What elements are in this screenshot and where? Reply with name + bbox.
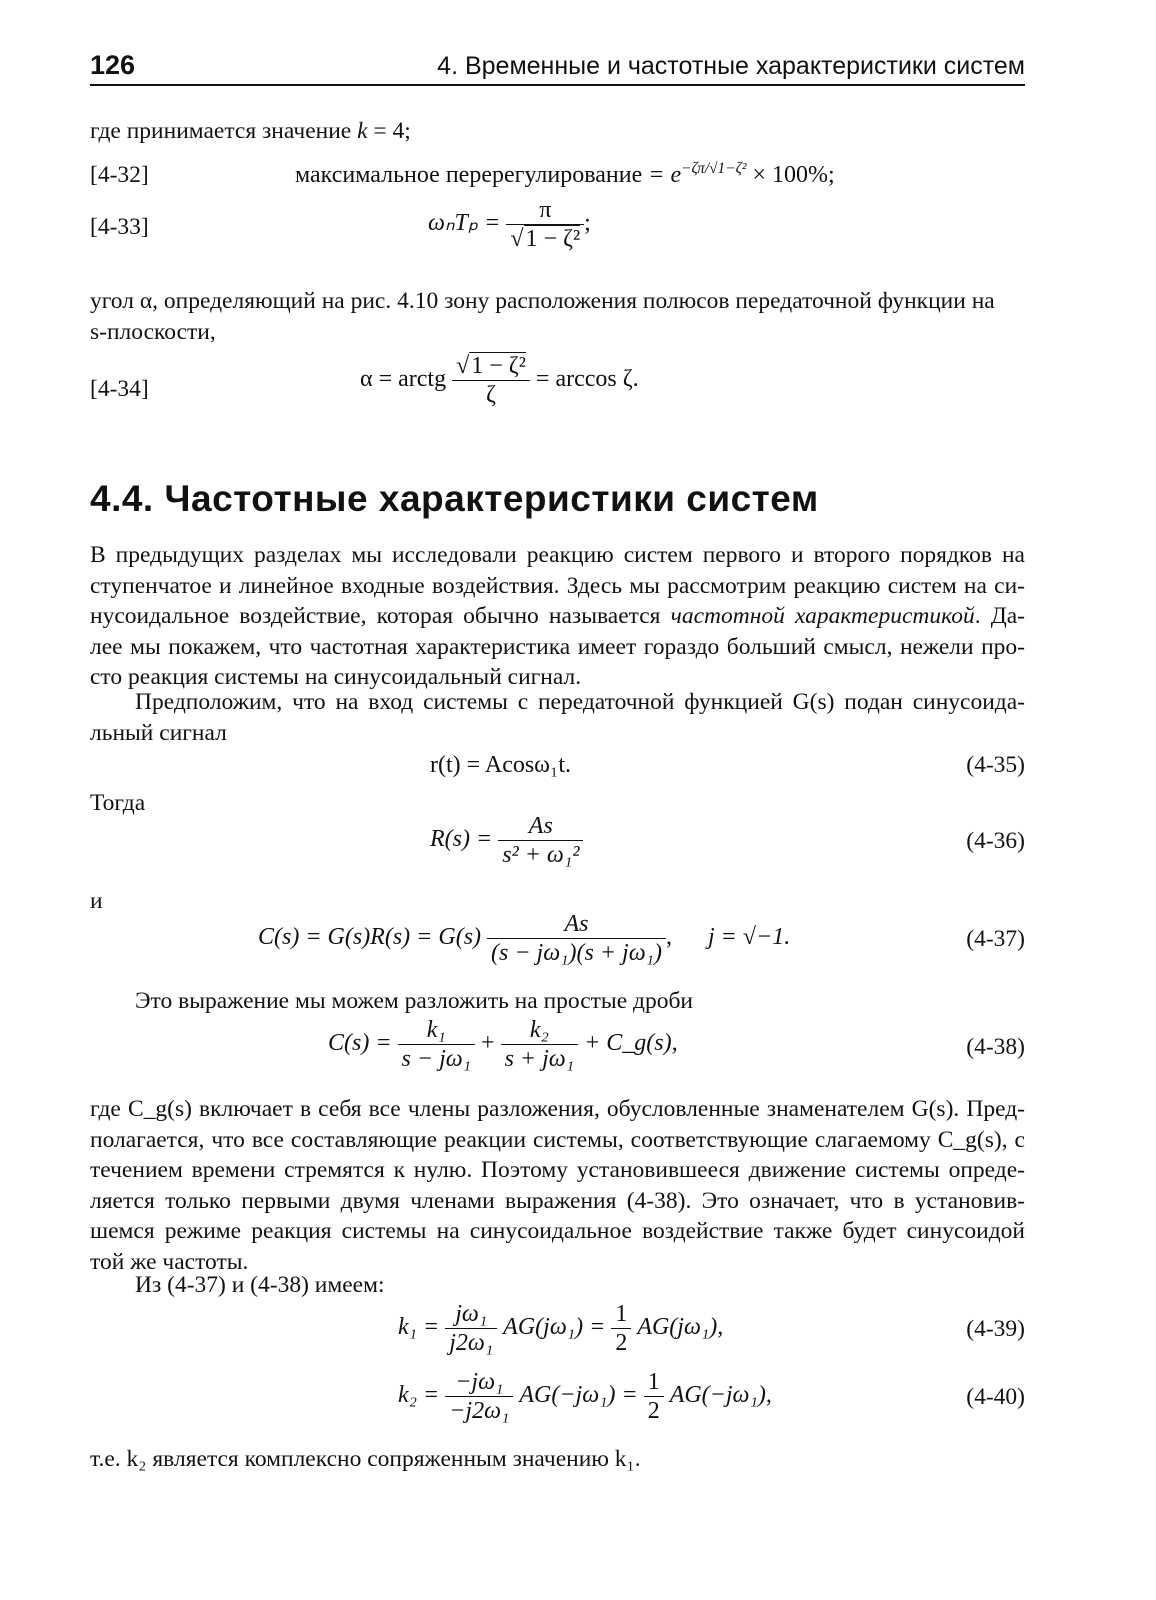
eq-4-36-number: (4-36)	[966, 828, 1025, 854]
eq-4-39-number: (4-39)	[966, 1316, 1025, 1342]
eq-4-40: k₂ = $\frac{\text{−jω₁}}{\text{−j2ω₁}}$ AG(−jω₁) = $\frac{1}{2}$ AG(−jω₁),	[398, 1369, 772, 1424]
eq-4-35: r(t) = Acosω₁t.	[430, 752, 572, 778]
paragraph-3: где C_g(s) включает в себя все члены разложения, обусловленные знаменателем G(s). Пред- полагается, что все составляющие реакции системы, соответствующие слагаемому C_g(s), с течением времени стремятся к нулю. Поэтому установившееся движение системы опреде- ляется только первыми двумя членами выражения (4-38). Это означает, что в установив- шемся режиме реакция системы на синусоидальное воздействие также будет синусоидой той же частоты.	[90, 1096, 1025, 1275]
angle-text-1: угол α, определяющий на рис. 4.10 зону расположения полюсов передаточной функции на	[90, 288, 995, 314]
paragraph-2: Предположим, что на вход системы с передаточной функцией G(s) подан синусоида- льный сигнал	[90, 689, 1025, 746]
eq-4-35-number: (4-35)	[966, 752, 1025, 778]
partial-fraction-text: Это выражение мы можем разложить на простые дроби	[135, 988, 694, 1014]
eq-4-32: максимальное перерегулирование = $e^{-\zeta\pi/√1-\zeta^2} \times 100\%$;	[295, 160, 835, 188]
page-number: 126	[90, 50, 136, 80]
eq-4-38: C(s) = $\frac{\text{k₁}}{\text{s − jω₁}}$ + $\frac{\text{k₂}}{\text{s + jω₁}}$ + C_g(s),	[328, 1017, 678, 1072]
togda-word: Тогда	[90, 790, 146, 816]
eq-4-38-number: (4-38)	[966, 1034, 1025, 1060]
from-equations-text: Из (4-37) и (4-38) имеем:	[135, 1272, 385, 1298]
eq-4-37: C(s) = G(s)R(s) = G(s) $\frac{As}{\text{(s − jω₁)(s + jω₁)}}$ , j = √−1.	[258, 911, 791, 966]
eq-4-36: R(s) = $\frac{As}{\text{s² + ω₁²}}$	[430, 812, 583, 869]
eq-4-33: ωₙTₚ = $\frac{\pi}{\text{√1 − ζ²}}$ ;	[428, 197, 591, 252]
and-word: и	[90, 888, 103, 914]
paragraph-1: В предыдущих разделах мы исследовали реакцию систем первого и второго порядков на ступенчатое и линейное входные воздействия. Здесь мы рассмотрим реакцию систем на си- нусоидальное воздействие, которая обычно называется частотной характеристикой. Да- лее мы покажем, что частотная характеристика имеет гораздо больший смысл, нежели про- сто реакция системы на синусоидальный сигнал.	[90, 542, 1026, 690]
eq-4-37-number: (4-37)	[966, 926, 1025, 952]
intro-line: где принимается значение k = 4;	[90, 118, 411, 144]
section-heading: 4.4. Частотные характеристики систем	[90, 478, 819, 519]
eq-4-34-tag: [4-34]	[90, 376, 149, 402]
eq-4-34: α = arctg $\frac{\text{√1 − ζ²}}{\zeta}$ = arccos ζ.	[360, 353, 639, 408]
running-head	[90, 50, 1025, 86]
angle-text-2: s-плоскости,	[90, 319, 216, 345]
eq-4-33-tag: [4-33]	[90, 214, 149, 240]
eq-4-32-tag: [4-32]	[90, 162, 149, 188]
eq-4-39: k₁ = $\frac{\text{jω₁}}{\text{j2ω₁}}$ AG(jω₁) = $\frac{1}{2}$ AG(jω₁),	[398, 1301, 724, 1356]
eq-4-40-number: (4-40)	[966, 1384, 1025, 1410]
chapter-title: 4. Временные и частотные характеристики систем	[437, 52, 1025, 80]
final-line: т.е. k₂ является комплексно сопряженным значению k₁.	[90, 1446, 641, 1472]
